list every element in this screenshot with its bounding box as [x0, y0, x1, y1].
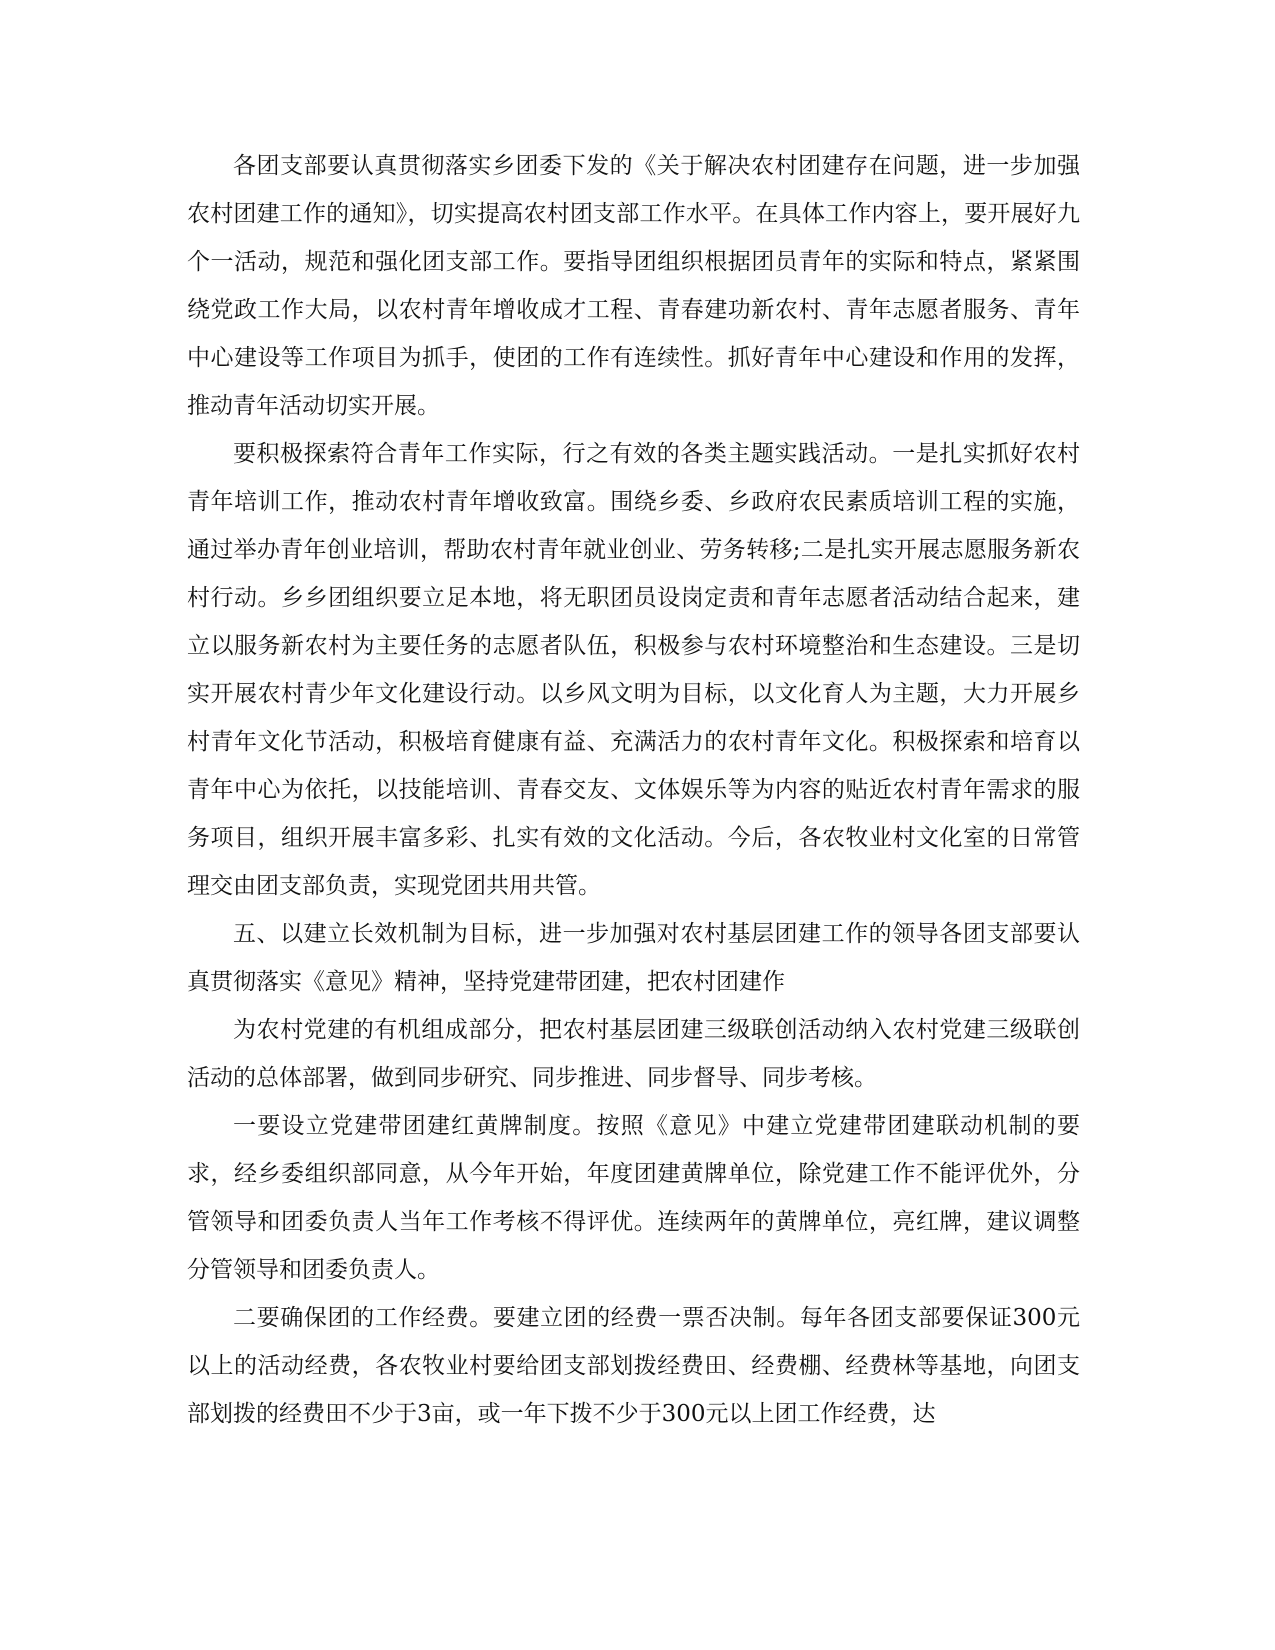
- paragraph-1: 各团支部要认真贯彻落实乡团委下发的《关于解决农村团建存在问题，进一步加强农村团建工作的通知》，切实提高农村团支部工作水平。在具体工作内容上，要开展好九个一活动，规范和强化团支部工作。要指导团组织根据团员青年的实际和特点，紧紧围绕党政工作大局，以农村青年增收成才工程、青春建功新农村、青年志愿者服务、青年中心建设等工作项目为抓手，使团的工作有连续性。抓好青年中心建设和作用的发挥，推动青年活动切实开展。: [187, 153, 1080, 419]
- paragraph-3: 五、以建立长效机制为目标，进一步加强对农村基层团建工作的领导各团支部要认真贯彻落实《意见》精神，坚持党建带团建，把农村团建作: [187, 921, 1080, 995]
- paragraph-2: 要积极探索符合青年工作实际，行之有效的各类主题实践活动。一是扎实抓好农村青年培训工作，推动农村青年增收致富。围绕乡委、乡政府农民素质培训工程的实施，通过举办青年创业培训，帮助农村青年就业创业、劳务转移;二是扎实开展志愿服务新农村行动。乡乡团组织要立足本地，将无职团员设岗定责和青年志愿者活动结合起来，建立以服务新农村为主要任务的志愿者队伍，积极参与农村环境整治和生态建设。三是切实开展农村青少年文化建设行动。以乡风文明为目标，以文化育人为主题，大力开展乡村青年文化节活动，积极培育健康有益、充满活力的农村青年文化。积极探索和培育以青年中心为依托，以技能培训、青春交友、文体娱乐等为内容的贴近农村青年需求的服务项目，组织开展丰富多彩、扎实有效的文化活动。今后，各农牧业村文化室的日常管理交由团支部负责，实现党团共用共管。: [187, 441, 1080, 899]
- document-body: [187, 142, 1080, 1438]
- paragraph-6: 二要确保团的工作经费。要建立团的经费一票否决制。每年各团支部要保证300元以上的活动经费，各农牧业村要给团支部划拨经费田、经费棚、经费林等基地，向团支部划拨的经费田不少于3亩，或一年下拨不少于300元以上团工作经费，达: [187, 1305, 1080, 1427]
- paragraph-5: 一要设立党建带团建红黄牌制度。按照《意见》中建立党建带团建联动机制的要求，经乡委组织部同意，从今年开始，年度团建黄牌单位，除党建工作不能评优外，分管领导和团委负责人当年工作考核不得评优。连续两年的黄牌单位，亮红牌，建议调整分管领导和团委负责人。: [187, 1113, 1080, 1283]
- paragraph-4: 为农村党建的有机组成部分，把农村基层团建三级联创活动纳入农村党建三级联创活动的总体部署，做到同步研究、同步推进、同步督导、同步考核。: [187, 1017, 1080, 1091]
